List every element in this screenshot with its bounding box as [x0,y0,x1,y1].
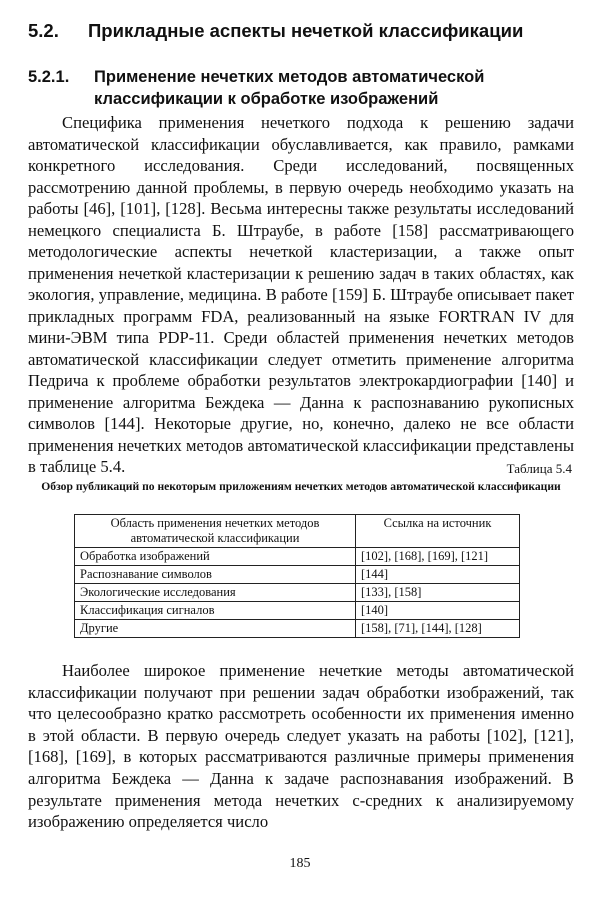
page-number: 185 [289,856,311,871]
section-number: 5.2. [28,20,59,41]
subsection-heading [28,66,573,110]
table-cell-area: Обработка изображений [75,548,356,566]
subsection-title: Применение нечетких методов автоматической классификации к обработке изображений [94,68,485,108]
subsection-number: 5.2.1. [28,68,70,86]
table-cell-source: [102], [168], [169], [121] [356,548,520,566]
table-row [75,584,520,602]
table-row [75,602,520,620]
table-label: Таблица 5.4 [506,461,572,476]
paragraph-1: Специфика применения нечеткого подхода к решению задачи автоматической классификации обуславливается, как правило, рамками конкретного исследования. Среди исследований, посвященных рассмотрению данной проблемы, в первую очередь необходимо указать на работы [46], [101], [128]. Весьма интересны также результаты исследований немецкого специалиста Б. Штраубе, в работе [158] рассматривающего методологические аспекты нечеткой кластеризации, а также опыт применения нечеткой кластеризации к решению задач в таких областях, как экология, управление, медицина. В работе [159] Б. Штраубе описывает пакет прикладных программ FDA, реализованный на языке FORTRAN IV для мини-ЭВМ типа PDP-11. Среди областей применения нечетких методов автоматической классификации следует отметить применение алгоритма Педрича к проблеме обработки результатов электрокардиографии [140] и применение алгоритма Беждека — Данна к распознаванию рукописных символов [144]. Некоторые другие, но, конечно, далеко не все области применения нечетких методов автоматической классификации представлены в таблице 5.4. [28,113,574,476]
section-heading [28,20,523,42]
table-cell-area: Другие [75,620,356,638]
table-caption: Обзор публикаций по некоторым приложениям нечетких методов автоматической классификации [41,480,561,493]
table-cell-source: [133], [158] [356,584,520,602]
table-header-source: Ссылка на источник [356,515,520,548]
table-cell-source: [140] [356,602,520,620]
table-header-area: Область применения нечетких методов автоматической классификации [75,515,356,548]
table-header-row [75,515,520,548]
table-cell-source: [158], [71], [144], [128] [356,620,520,638]
section-title: Прикладные аспекты нечеткой классификации [88,20,524,41]
table-cell-area: Экологические исследования [75,584,356,602]
table-cell-source: [144] [356,566,520,584]
paragraph-2: Наиболее широкое применение нечеткие методы автоматической классификации получают при решении задач обработки изображений, так что целесообразно кратко рассмотреть особенности их применения именно в этой области. В первую очередь следует указать на работы [102], [121], [168], [169], в которых рассматриваются различные примеры применения алгоритма Беждека — Данна к задаче распознавания изображений. В результате применения метода нечетких c-средних к анализируемому изображению определяется число [28,661,574,832]
table-row [75,548,520,566]
table-row [75,566,520,584]
publications-table [74,514,520,638]
table-row [75,620,520,638]
table-cell-area: Распознавание символов [75,566,356,584]
table-cell-area: Классификация сигналов [75,602,356,620]
